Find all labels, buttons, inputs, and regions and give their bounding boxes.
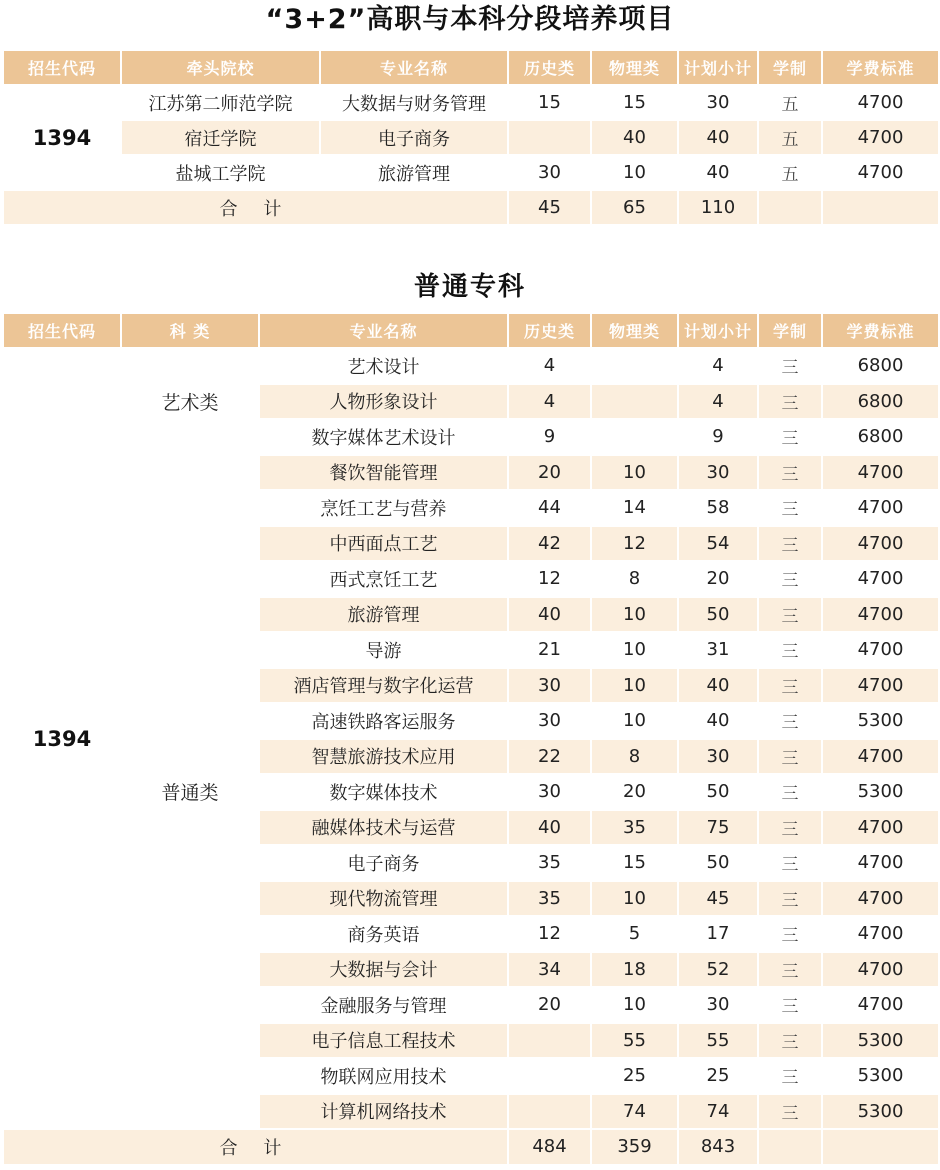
- major-name: 餐饮智能管理: [259, 455, 508, 491]
- header-code: 招生代码: [3, 313, 121, 348]
- total-subtotal: 843: [678, 1129, 758, 1165]
- header-history: 历史类: [508, 313, 591, 348]
- header-fee: 学费标准: [822, 313, 939, 348]
- physics-count: 12: [591, 526, 678, 562]
- major-name: 计算机网络技术: [259, 1094, 508, 1130]
- physics-count: 10: [591, 881, 678, 917]
- history-count: 30: [508, 668, 591, 704]
- plan-subtotal: 50: [678, 845, 758, 881]
- header-subtotal: 计划小计: [678, 313, 758, 348]
- physics-count: 40: [591, 120, 678, 155]
- table-row: [3, 348, 939, 384]
- header-duration: 学制: [758, 313, 822, 348]
- header-history: 历史类: [508, 50, 591, 85]
- duration: 五: [758, 155, 822, 190]
- major-name: 电子信息工程技术: [259, 1023, 508, 1059]
- table-header-row: [3, 313, 939, 348]
- total-duration-empty: [758, 1129, 822, 1165]
- major-name: 旅游管理: [320, 155, 508, 190]
- major-name: 高速铁路客运服务: [259, 703, 508, 739]
- header-school: 牵头院校: [121, 50, 320, 85]
- tuition-fee: 6800: [822, 384, 939, 420]
- tuition-fee: 5300: [822, 1058, 939, 1094]
- physics-count: 10: [591, 668, 678, 704]
- total-row: [3, 190, 939, 225]
- tuition-fee: 5300: [822, 774, 939, 810]
- tuition-fee: 4700: [822, 916, 939, 952]
- enroll-code: 1394: [3, 85, 121, 190]
- total-fee-empty: [822, 190, 939, 225]
- history-count: [508, 120, 591, 155]
- duration: 三: [758, 916, 822, 952]
- physics-count: 5: [591, 916, 678, 952]
- table-row: [3, 120, 939, 155]
- enroll-code: 1394: [3, 348, 121, 1129]
- major-name: 酒店管理与数字化运营: [259, 668, 508, 704]
- history-count: 44: [508, 490, 591, 526]
- plan-subtotal: 17: [678, 916, 758, 952]
- tuition-fee: 4700: [822, 120, 939, 155]
- major-name: 人物形象设计: [259, 384, 508, 420]
- plan-subtotal: 30: [678, 987, 758, 1023]
- header-major: 专业名称: [320, 50, 508, 85]
- history-count: 30: [508, 155, 591, 190]
- header-physics: 物理类: [591, 50, 678, 85]
- tuition-fee: 4700: [822, 668, 939, 704]
- major-name: 金融服务与管理: [259, 987, 508, 1023]
- plan-subtotal: 4: [678, 384, 758, 420]
- plan-subtotal: 55: [678, 1023, 758, 1059]
- school-name: 江苏第二师范学院: [121, 85, 320, 120]
- physics-count: 25: [591, 1058, 678, 1094]
- section1-title: “3+2”高职与本科分段培养项目: [265, 4, 675, 35]
- table-regular-college: [2, 312, 940, 1166]
- duration: 三: [758, 384, 822, 420]
- physics-count: 74: [591, 1094, 678, 1130]
- physics-count: 10: [591, 632, 678, 668]
- history-count: [508, 1094, 591, 1130]
- school-name: 盐城工学院: [121, 155, 320, 190]
- duration: 三: [758, 455, 822, 491]
- physics-count: [591, 419, 678, 455]
- physics-count: 10: [591, 703, 678, 739]
- major-name: 物联网应用技术: [259, 1058, 508, 1094]
- plan-subtotal: 30: [678, 455, 758, 491]
- plan-subtotal: 40: [678, 155, 758, 190]
- total-history: 484: [508, 1129, 591, 1165]
- physics-count: 10: [591, 597, 678, 633]
- physics-count: 10: [591, 987, 678, 1023]
- duration: 三: [758, 845, 822, 881]
- plan-subtotal: 74: [678, 1094, 758, 1130]
- duration: 三: [758, 703, 822, 739]
- duration: 三: [758, 1023, 822, 1059]
- history-count: 35: [508, 845, 591, 881]
- history-count: 34: [508, 952, 591, 988]
- tuition-fee: 4700: [822, 739, 939, 775]
- history-count: 20: [508, 455, 591, 491]
- total-physics: 65: [591, 190, 678, 225]
- duration: 三: [758, 490, 822, 526]
- history-count: 35: [508, 881, 591, 917]
- plan-subtotal: 9: [678, 419, 758, 455]
- duration: 三: [758, 597, 822, 633]
- plan-subtotal: 20: [678, 561, 758, 597]
- history-count: 30: [508, 703, 591, 739]
- duration: 三: [758, 952, 822, 988]
- major-name: 数字媒体艺术设计: [259, 419, 508, 455]
- tuition-fee: 4700: [822, 490, 939, 526]
- history-count: 40: [508, 597, 591, 633]
- physics-count: 18: [591, 952, 678, 988]
- major-name: 旅游管理: [259, 597, 508, 633]
- duration: 五: [758, 120, 822, 155]
- section2-title: 普通专科: [413, 272, 526, 302]
- history-count: 42: [508, 526, 591, 562]
- total-history: 45: [508, 190, 591, 225]
- major-name: 现代物流管理: [259, 881, 508, 917]
- plan-subtotal: 30: [678, 85, 758, 120]
- duration: 三: [758, 987, 822, 1023]
- duration: 三: [758, 419, 822, 455]
- physics-count: 14: [591, 490, 678, 526]
- history-count: 9: [508, 419, 591, 455]
- table-row: [3, 85, 939, 120]
- plan-subtotal: 45: [678, 881, 758, 917]
- header-category: 科 类: [121, 313, 259, 348]
- category-general: 普通类: [121, 455, 259, 1130]
- plan-subtotal: 50: [678, 597, 758, 633]
- tuition-fee: 4700: [822, 845, 939, 881]
- duration: 三: [758, 561, 822, 597]
- physics-count: [591, 348, 678, 384]
- duration: 三: [758, 1058, 822, 1094]
- tuition-fee: 4700: [822, 810, 939, 846]
- physics-count: 8: [591, 739, 678, 775]
- table-3plus2: [2, 49, 940, 226]
- duration: 三: [758, 668, 822, 704]
- tuition-fee: 4700: [822, 455, 939, 491]
- plan-subtotal: 25: [678, 1058, 758, 1094]
- total-physics: 359: [591, 1129, 678, 1165]
- total-subtotal: 110: [678, 190, 758, 225]
- tuition-fee: 4700: [822, 526, 939, 562]
- total-row: [3, 1129, 939, 1165]
- table-row: [3, 455, 939, 491]
- history-count: 22: [508, 739, 591, 775]
- history-count: 12: [508, 561, 591, 597]
- plan-subtotal: 40: [678, 120, 758, 155]
- tuition-fee: 4700: [822, 881, 939, 917]
- plan-subtotal: 58: [678, 490, 758, 526]
- history-count: 21: [508, 632, 591, 668]
- header-fee: 学费标准: [822, 50, 939, 85]
- duration: 三: [758, 632, 822, 668]
- duration: 三: [758, 881, 822, 917]
- major-name: 电子商务: [259, 845, 508, 881]
- major-name: 商务英语: [259, 916, 508, 952]
- tuition-fee: 6800: [822, 419, 939, 455]
- physics-count: [591, 384, 678, 420]
- major-name: 智慧旅游技术应用: [259, 739, 508, 775]
- physics-count: 10: [591, 455, 678, 491]
- duration: 三: [758, 739, 822, 775]
- header-major: 专业名称: [259, 313, 508, 348]
- header-physics: 物理类: [591, 313, 678, 348]
- major-name: 导游: [259, 632, 508, 668]
- tuition-fee: 5300: [822, 1023, 939, 1059]
- duration: 三: [758, 348, 822, 384]
- physics-count: 55: [591, 1023, 678, 1059]
- table-header-row: [3, 50, 939, 85]
- total-duration-empty: [758, 190, 822, 225]
- school-name: 宿迁学院: [121, 120, 320, 155]
- duration: 五: [758, 85, 822, 120]
- major-name: 西式烹饪工艺: [259, 561, 508, 597]
- plan-subtotal: 40: [678, 668, 758, 704]
- physics-count: 15: [591, 845, 678, 881]
- plan-subtotal: 40: [678, 703, 758, 739]
- major-name: 中西面点工艺: [259, 526, 508, 562]
- physics-count: 15: [591, 85, 678, 120]
- duration: 三: [758, 810, 822, 846]
- plan-subtotal: 50: [678, 774, 758, 810]
- plan-subtotal: 31: [678, 632, 758, 668]
- major-name: 电子商务: [320, 120, 508, 155]
- header-duration: 学制: [758, 50, 822, 85]
- major-name: 大数据与财务管理: [320, 85, 508, 120]
- tuition-fee: 4700: [822, 597, 939, 633]
- tuition-fee: 4700: [822, 632, 939, 668]
- duration: 三: [758, 1094, 822, 1130]
- plan-subtotal: 54: [678, 526, 758, 562]
- history-count: [508, 1058, 591, 1094]
- plan-subtotal: 4: [678, 348, 758, 384]
- physics-count: 35: [591, 810, 678, 846]
- total-fee-empty: [822, 1129, 939, 1165]
- tuition-fee: 5300: [822, 703, 939, 739]
- major-name: 数字媒体技术: [259, 774, 508, 810]
- duration: 三: [758, 774, 822, 810]
- tuition-fee: 6800: [822, 348, 939, 384]
- duration: 三: [758, 526, 822, 562]
- tuition-fee: 4700: [822, 561, 939, 597]
- physics-count: 10: [591, 155, 678, 190]
- table-row: [3, 155, 939, 190]
- history-count: 4: [508, 384, 591, 420]
- physics-count: 8: [591, 561, 678, 597]
- history-count: 40: [508, 810, 591, 846]
- tuition-fee: 5300: [822, 1094, 939, 1130]
- major-name: 艺术设计: [259, 348, 508, 384]
- tuition-fee: 4700: [822, 155, 939, 190]
- history-count: 12: [508, 916, 591, 952]
- plan-subtotal: 75: [678, 810, 758, 846]
- history-count: [508, 1023, 591, 1059]
- major-name: 大数据与会计: [259, 952, 508, 988]
- tuition-fee: 4700: [822, 952, 939, 988]
- tuition-fee: 4700: [822, 987, 939, 1023]
- major-name: 融媒体技术与运营: [259, 810, 508, 846]
- total-label: 合 计: [3, 1129, 508, 1165]
- history-count: 4: [508, 348, 591, 384]
- history-count: 20: [508, 987, 591, 1023]
- physics-count: 20: [591, 774, 678, 810]
- plan-subtotal: 30: [678, 739, 758, 775]
- major-name: 烹饪工艺与营养: [259, 490, 508, 526]
- total-label: 合 计: [3, 190, 508, 225]
- history-count: 15: [508, 85, 591, 120]
- history-count: 30: [508, 774, 591, 810]
- tuition-fee: 4700: [822, 85, 939, 120]
- header-code: 招生代码: [3, 50, 121, 85]
- category-art: 艺术类: [121, 348, 259, 455]
- header-subtotal: 计划小计: [678, 50, 758, 85]
- plan-subtotal: 52: [678, 952, 758, 988]
